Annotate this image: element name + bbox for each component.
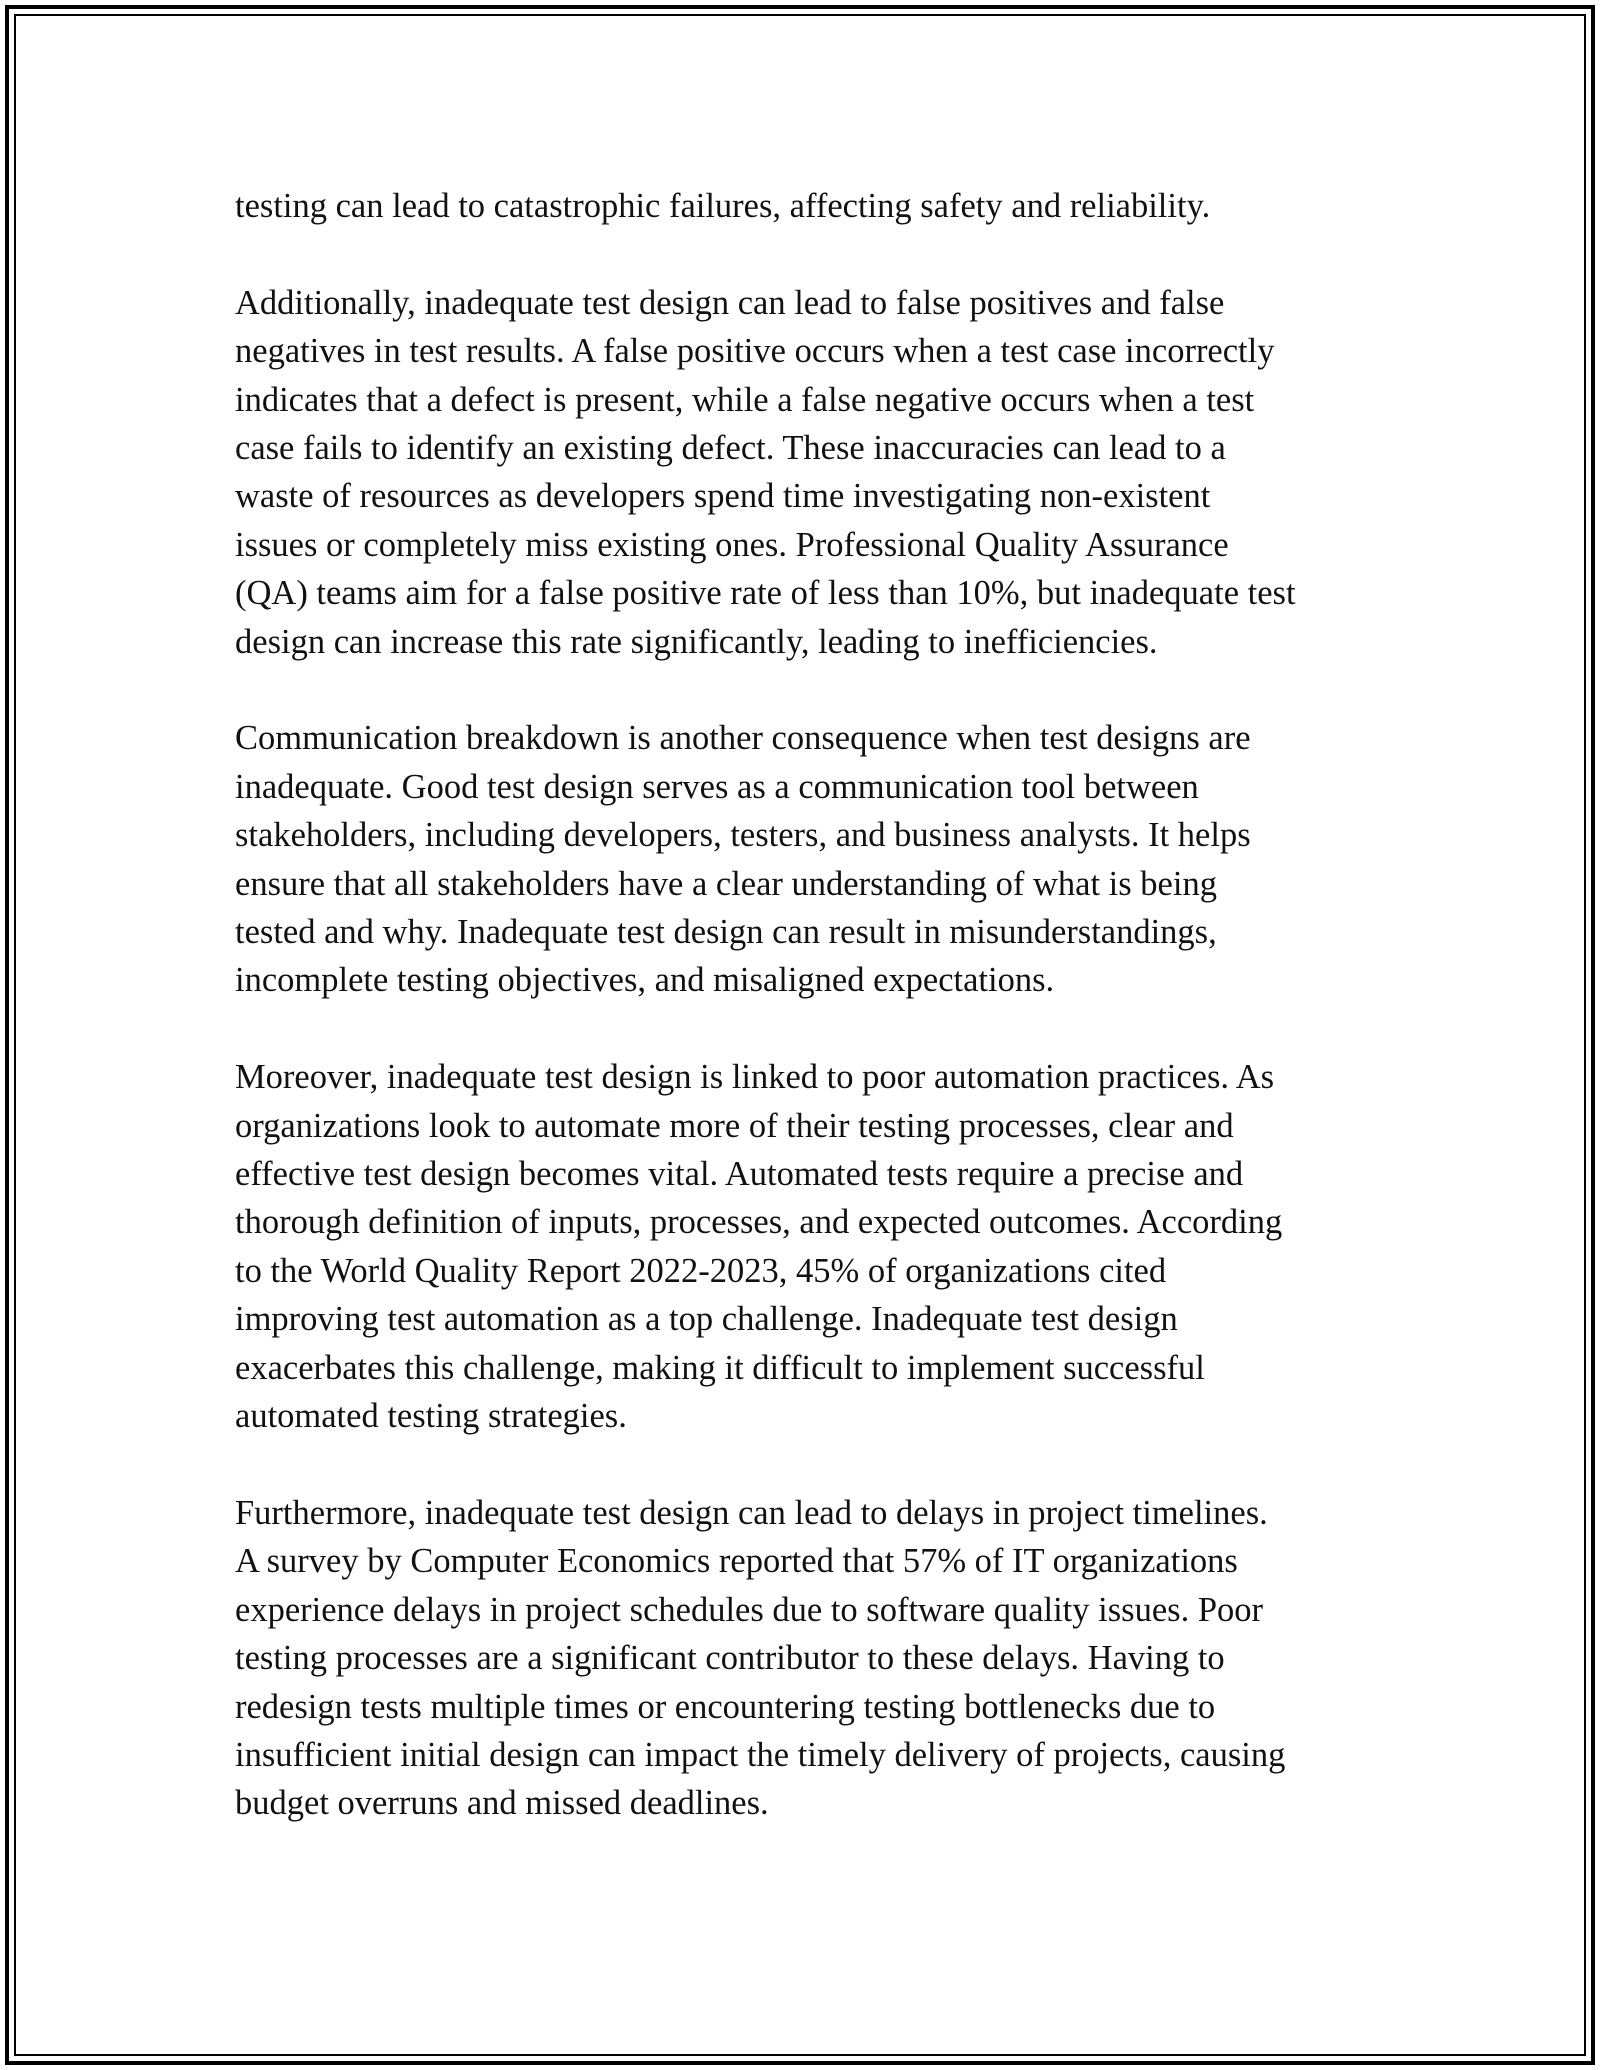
text-line: testing can lead to catastrophic failures, affecting safety and reliability. <box>235 187 1211 225</box>
text-line: organizations look to automate more of their testing processes, clear and <box>235 1106 1234 1145</box>
text-line: Additionally, inadequate test design can lead to false positives and false <box>235 283 1225 322</box>
text-line: negatives in test results. A false positive occurs when a test case incorrectly <box>235 332 1275 371</box>
text-line: automated testing strategies. <box>235 1397 627 1436</box>
text-line: ensure that all stakeholders have a clear understanding of what is being <box>235 864 1217 903</box>
paragraph-4 <box>235 1053 1375 1440</box>
text-line: redesign tests multiple times or encountering testing bottlenecks due to <box>235 1687 1216 1726</box>
text-line: insufficient initial design can impact the timely delivery of projects, causing <box>235 1735 1286 1774</box>
text-line: case fails to identify an existing defect. These inaccuracies can lead to a <box>235 429 1226 468</box>
text-line: effective test design becomes vital. Automated tests require a precise and <box>235 1155 1244 1194</box>
text-line: design can increase this rate significantly, leading to inefficiencies. <box>235 622 1158 661</box>
text-line: thorough definition of inputs, processes, and expected outcomes. According <box>235 1203 1283 1242</box>
paragraph-5 <box>235 1489 1375 1828</box>
text-line: to the World Quality Report 2022-2023, 45% of organizations cited <box>235 1251 1167 1290</box>
text-line: testing processes are a significant contributor to these delays. Having to <box>235 1639 1225 1678</box>
text-line: issues or completely miss existing ones. Professional Quality Assurance <box>235 525 1229 564</box>
text-line: (QA) teams aim for a false positive rate of less than 10%, but inadequate test <box>235 574 1296 613</box>
document-body <box>235 182 1375 1876</box>
text-line: Communication breakdown is another consequence when test designs are <box>235 719 1251 758</box>
paragraph-1 <box>235 182 1375 230</box>
text-line: indicates that a defect is present, while a false negative occurs when a test <box>235 380 1255 419</box>
text-line: exacerbates this challenge, making it difficult to implement successful <box>235 1348 1205 1387</box>
text-line: inadequate. Good test design serves as a communication tool between <box>235 767 1199 806</box>
paragraph-2 <box>235 279 1375 666</box>
text-line: A survey by Computer Economics reported that 57% of IT organizations <box>235 1542 1238 1581</box>
text-line: Furthermore, inadequate test design can lead to delays in project timelines. <box>235 1493 1268 1532</box>
text-line: Moreover, inadequate test design is linked to poor automation practices. As <box>235 1058 1275 1097</box>
text-line: budget overruns and missed deadlines. <box>235 1784 769 1823</box>
paragraph-3 <box>235 714 1375 1004</box>
text-line: stakeholders, including developers, testers, and business analysts. It helps <box>235 816 1251 855</box>
text-line: improving test automation as a top challenge. Inadequate test design <box>235 1300 1178 1339</box>
text-line: waste of resources as developers spend time investigating non-existent <box>235 477 1211 516</box>
text-line: experience delays in project schedules due to software quality issues. Poor <box>235 1590 1263 1629</box>
text-line: tested and why. Inadequate test design can result in misunderstandings, <box>235 913 1217 952</box>
text-line: incomplete testing objectives, and misaligned expectations. <box>235 961 1055 1000</box>
